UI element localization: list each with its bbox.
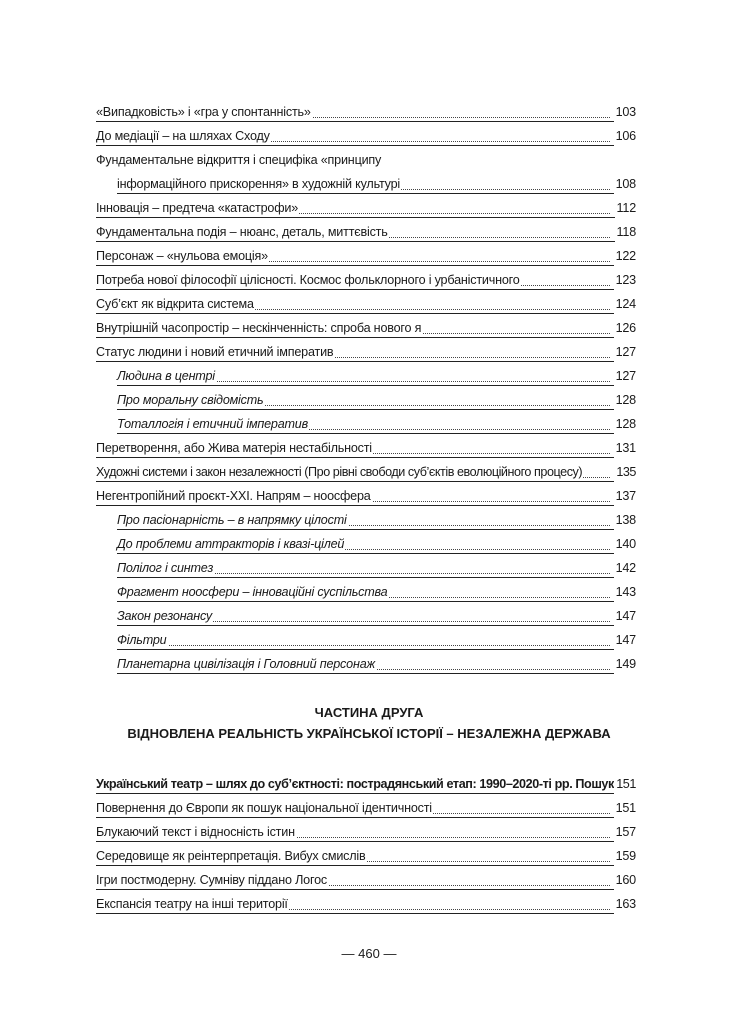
toc-subentry	[117, 606, 636, 626]
toc-entry-page: 137	[614, 486, 636, 506]
toc-entry-page: 106	[614, 126, 636, 146]
toc-entry-page: 142	[614, 558, 636, 578]
toc-entry	[96, 342, 636, 362]
toc-entry-title: Художні системи і закон незалежності (Про рівні свободи суб’єктів еволюційного процесу)	[96, 465, 583, 479]
toc-entry	[96, 222, 636, 242]
toc-entry	[96, 270, 636, 290]
toc-entry-title: «Випадковість» і «гра у спонтанність»	[96, 105, 311, 119]
toc-entry	[96, 198, 636, 218]
toc-entry-page: 159	[614, 846, 636, 866]
toc-entry-page: 122	[614, 246, 636, 266]
toc-subentry	[117, 534, 636, 554]
toc-entry-title: До проблеми аттракторів і квазі-цілей	[117, 537, 345, 551]
toc-entry-title: Фільтри	[117, 633, 167, 647]
toc-entry-title: Середовище як реінтерпретація. Вибух смислів	[96, 849, 366, 863]
page-number: — 460 —	[341, 946, 397, 961]
toc-entry-title: Експансія театру на інші території	[96, 897, 288, 911]
toc-subentry	[117, 558, 636, 578]
part-subheading: ВІДНОВЛЕНА РЕАЛЬНІСТЬ УКРАЇНСЬКОЇ ІСТОРІЇ – НЕЗАЛЕЖНА ДЕРЖАВА	[127, 726, 611, 741]
toc-entry-title: Суб’єкт як відкрита система	[96, 297, 254, 311]
toc-entry-page: 151	[614, 798, 636, 818]
toc-entry-title: Інновація – предтеча «катастрофи»	[96, 201, 298, 215]
toc-entry-page: 143	[614, 582, 636, 602]
toc-entry-title: Людина в центрі	[117, 369, 215, 383]
toc-entry	[96, 294, 636, 314]
toc-entry	[96, 774, 636, 794]
toc-entry-page: 151	[614, 774, 636, 794]
toc-entry-page: 127	[614, 366, 636, 386]
toc-entry-page: 160	[614, 870, 636, 890]
toc-subentry	[117, 510, 636, 530]
toc-entry	[96, 246, 636, 266]
toc-entry-title: Планетарна цивілізація і Головний персонаж	[117, 657, 375, 671]
toc-entry	[96, 822, 636, 842]
toc-entry-page: 140	[614, 534, 636, 554]
toc-entry-title: Про пасіонарність – в напрямку цілості	[117, 513, 347, 527]
toc-entry	[96, 318, 636, 338]
toc-entry-title: Тоталлогія і етичний імператив	[117, 417, 308, 431]
toc-subentry	[117, 630, 636, 650]
toc-entry	[96, 102, 636, 122]
toc-entry-page: 112	[615, 198, 636, 218]
toc-subentry	[117, 366, 636, 386]
toc-entry	[96, 798, 636, 818]
toc-entry-title: До медіації – на шляхах Сходу	[96, 129, 270, 143]
toc-entry-title: інформаційного прискорення» в художній культурі	[117, 177, 401, 191]
toc-entry-title: Персонаж – «нульова емоція»	[96, 249, 268, 263]
toc-entry	[96, 846, 636, 866]
toc-entry-title: Про моральну свідомість	[117, 393, 264, 407]
toc-entry-page: 103	[614, 102, 636, 122]
toc-entry	[96, 486, 636, 506]
toc-entry-page: 124	[614, 294, 636, 314]
toc-entry-title: Перетворення, або Жива матерія нестабільності	[96, 441, 372, 455]
toc-entry-title: Повернення до Європи як пошук національної ідентичності	[96, 801, 432, 815]
toc-entry-title: Фрагмент ноосфери – інноваційні суспільства	[117, 585, 388, 599]
toc-entry-title: Закон резонансу	[117, 609, 213, 623]
toc-subentry	[117, 414, 636, 434]
toc-entry-page: 147	[614, 630, 636, 650]
toc-entry-page: 128	[614, 414, 636, 434]
toc-entry	[96, 894, 636, 914]
toc-entry	[96, 438, 636, 458]
toc-entry	[96, 462, 636, 482]
toc-entry-page: 131	[614, 438, 636, 458]
toc-entry-page: 147	[614, 606, 636, 626]
toc-entry-title: Потреба нової філософії цілісності. Космос фольклорного і урбаністичного	[96, 273, 520, 287]
toc-entry-title: Блукаючий текст і відносність істин	[96, 825, 295, 839]
toc-entry	[96, 126, 636, 146]
part-heading: ЧАСТИНА ДРУГА	[314, 705, 424, 720]
toc-subentry	[117, 582, 636, 602]
toc-entry-page: 126	[614, 318, 636, 338]
toc-subentry	[117, 654, 636, 674]
toc-entry-page: 163	[614, 894, 636, 914]
toc-entry	[117, 174, 636, 194]
toc-entry-page: 123	[614, 270, 636, 290]
toc-entry-page: 138	[614, 510, 636, 530]
toc-entry-title: Український театр – шлях до суб’єктності: пострадянський етап: 1990–2020-ті рр. Пошук	[96, 777, 614, 791]
toc-subentry	[117, 390, 636, 410]
toc-entry-page: 128	[614, 390, 636, 410]
toc-entry-page: 108	[614, 174, 636, 194]
toc-entry-title: Внутрішній часопростір – нескінченність: спроба нового я	[96, 321, 422, 335]
toc-entry-title: Ігри постмодерну. Сумніву піддано Логос	[96, 873, 327, 887]
toc-entry-title: Статус людини і новий етичний імператив	[96, 345, 334, 359]
toc-entry-title: Негентропійний проєкт-ХХІ. Напрям – ноосфера	[96, 489, 371, 503]
toc-entry-page: 157	[614, 822, 636, 842]
toc-entry-title-line1: Фундаментальне відкриття і специфіка «принципу	[96, 153, 382, 167]
toc-entry-title: Фундаментальна подія – нюанс, деталь, миттєвість	[96, 225, 388, 239]
toc-entry-title: Полілог і синтез	[117, 561, 214, 575]
toc-entry	[96, 870, 636, 890]
toc-entry-page: 127	[614, 342, 636, 362]
toc-entry-page: 149	[614, 654, 636, 674]
toc-entry-page: 135	[614, 462, 636, 482]
toc-entry-page: 118	[615, 222, 636, 242]
